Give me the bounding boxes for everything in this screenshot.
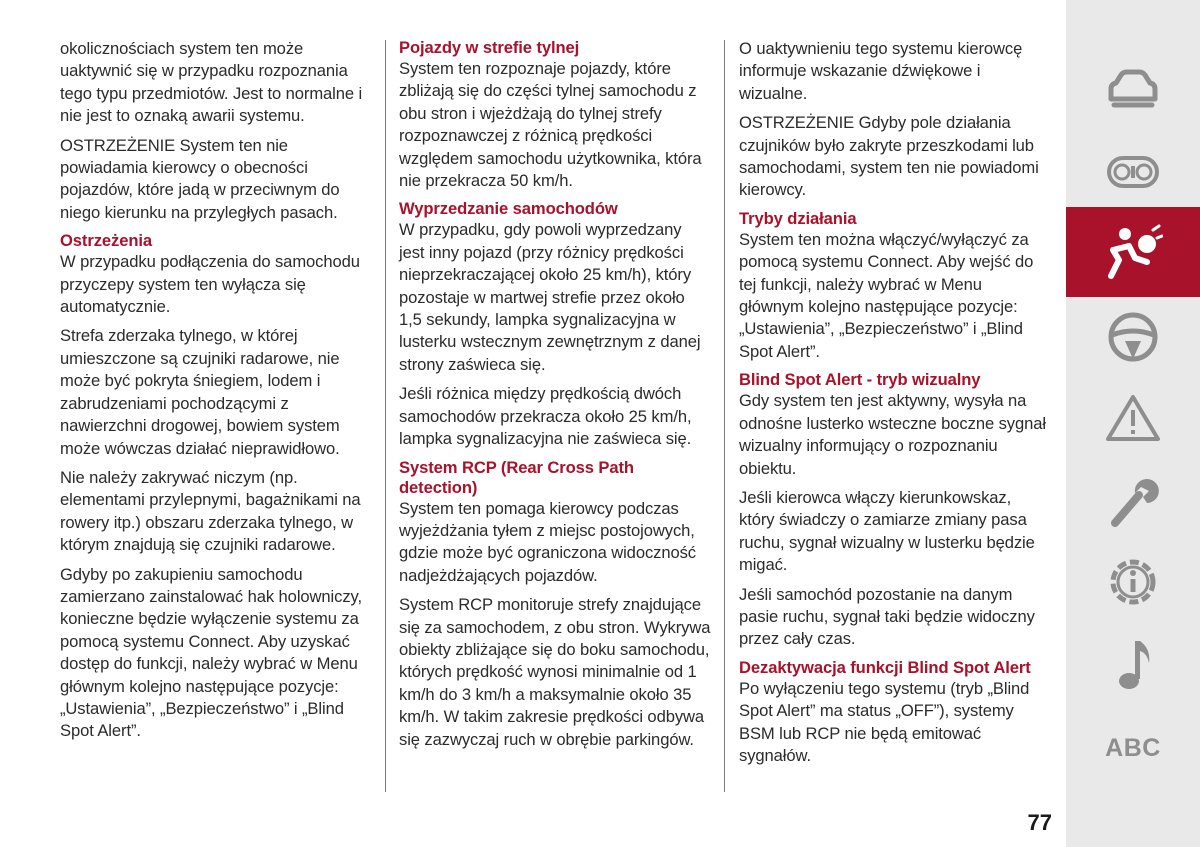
wrench-icon bbox=[1105, 473, 1161, 529]
tab-steering[interactable] bbox=[1066, 292, 1200, 382]
paragraph: OSTRZEŻENIE System ten nie powiadamia kierowcy o obecności pojazdów, które jadą w przeciwnym do niego kierunku na przyległych pasach. bbox=[60, 135, 340, 222]
paragraph: W przypadku, gdy powoli wyprzedzany jest inny pojazd (przy różnicy prędkości nieprzekraczającej około 25 km/h), który pozostaje w martwej strefie przez około 1,5 sekundy, lampka sygnalizacyjna w lusterku wstecznym zewnętrznym z danej strony zaświeca się. bbox=[399, 220, 701, 374]
column-divider bbox=[385, 40, 386, 792]
tab-car[interactable] bbox=[1066, 44, 1200, 134]
info-gear-icon bbox=[1105, 554, 1161, 610]
section-heading: Dezaktywacja funkcji Blind Spot Alert bbox=[739, 657, 1031, 677]
paragraph: Jeśli różnica między prędkością dwóch samochodów przekracza około 25 km/h, lampka sygnalizacyjna nie zaświeca się. bbox=[399, 384, 692, 449]
paragraph: Gdyby po zakupieniu samochodu zamierzano zainstalować hak holowniczy, konieczne będzie wyłączenie systemu za pomocą systemu Connect. Aby uzyskać dostęp do funkcji, należy wybrać w Menu głównym kolejno następujące pozycje: „Ustawienia”, „Bezpieczeństwo” i „Blind Spot Alert”. bbox=[60, 564, 362, 741]
paragraph: System ten pomaga kierowcy podczas wyjeżdżania tyłem z miejsc postojowych, gdzie może być ograniczona widoczność nadjeżdżających pojazdów. bbox=[399, 498, 696, 585]
section-heading: Pojazdy w strefie tylnej bbox=[399, 38, 580, 57]
abc-index-icon: ABC bbox=[1105, 733, 1161, 762]
paragraph: W przypadku podłączenia do samochodu przyczepy system ten wyłącza się automatycznie. bbox=[60, 252, 360, 317]
tab-technical-data[interactable] bbox=[1066, 537, 1200, 627]
paragraph: OSTRZEŻENIE Gdyby pole działania czujników było zakryte przeszkodami lub samochodami, system ten nie powiadomi kierowcy. bbox=[739, 113, 1039, 200]
paragraph: Jeśli samochód pozostanie na danym pasie ruchu, sygnał taki będzie widoczny przez cały czas. bbox=[739, 584, 1035, 649]
steering-wheel-icon bbox=[1107, 311, 1159, 363]
paragraph: System ten można włączyć/wyłączyć za pomocą systemu Connect. Aby wejść do tej funkcji, należy wybrać w Menu głównym kolejno następujące pozycje: „Ustawienia”, „Bezpieczeństwo” i „Blind Spot Alert”. bbox=[739, 229, 1034, 361]
paragraph: O uaktywnieniu tego systemu kierowcę informuje wskazanie dźwiękowe i wizualne. bbox=[739, 39, 1023, 103]
paragraph: System ten rozpoznaje pojazdy, które zbliżają się do części tylnej samochodu z obu stron i wjeżdżają do tylnej strefy rozpoznawczej z różnicą prędkości względem samochodu użytkownika, która nie przekracza 50 km/h. bbox=[399, 59, 702, 191]
car-icon bbox=[1105, 69, 1161, 109]
page-number: 77 bbox=[1027, 810, 1052, 835]
airbag-safety-icon bbox=[1103, 224, 1163, 280]
tab-multimedia[interactable] bbox=[1066, 620, 1200, 710]
text-column-1 bbox=[60, 38, 372, 750]
tab-instruments[interactable] bbox=[1066, 127, 1200, 217]
paragraph: System RCP monitoruje strefy znajdujące się za samochodem, z obu stron. Wykrywa obiekty zbliżające się do boku samochodu, których prędkość wynosi minimalnie od 1 km/h do 3 km/h a maksymalnie około 35 km/h. W takim zakresie prędkości odbywa się zazwyczaj ruch w obrębie parkingów. bbox=[399, 595, 711, 749]
tab-maintenance[interactable] bbox=[1066, 456, 1200, 546]
section-heading: Wyprzedzanie samochodów bbox=[399, 199, 618, 219]
paragraph: Jeśli kierowca włączy kierunkowskaz, który świadczy o zamiarze zmiany pasa ruchu, sygnał wizualny w lusterku będzie migać. bbox=[739, 487, 1035, 575]
paragraph: okolicznościach system ten może uaktywnić się w przypadku rozpoznania tego typu przedmiotów. Jest to normalne i nie jest to oznaką awarii systemu. bbox=[60, 39, 363, 126]
paragraph: Nie należy zakrywać niczym (np. elementami przylepnymi, bagażnikami na rowery itp.) obszaru zderzaka tylnego, w którym znajdują się czujniki radarowe. bbox=[60, 467, 361, 555]
column-divider bbox=[724, 40, 725, 792]
music-note-icon bbox=[1111, 637, 1155, 693]
section-heading: System RCP (Rear Cross Path detection) bbox=[399, 457, 634, 497]
text-column-2 bbox=[399, 38, 711, 758]
chapter-sidebar bbox=[1066, 0, 1200, 847]
section-heading: Ostrzeżenia bbox=[60, 231, 153, 251]
text-column-3 bbox=[739, 38, 1051, 774]
tab-safety[interactable] bbox=[1066, 207, 1200, 297]
paragraph: Gdy system ten jest aktywny, wysyła na odnośne lusterko wsteczne boczne sygnał wizualny informujący o rozpoznaniu obiektu. bbox=[739, 391, 1046, 478]
paragraph: Strefa zderzaka tylnego, w której umieszczone są czujniki radarowe, nie może być pokryta śniegiem, lodem i zabrudzeniami pochodzącymi z nawierzchni drogowej, bowiem system może wówczas działać nieprawidłowo. bbox=[60, 326, 340, 458]
instrument-panel-icon bbox=[1105, 152, 1161, 192]
tab-index[interactable] bbox=[1066, 703, 1200, 793]
section-heading: Blind Spot Alert - tryb wizualny bbox=[739, 370, 981, 390]
paragraph: Po wyłączeniu tego systemu (tryb „Blind Spot Alert” ma status „OFF”), systemy BSM lub RCP nie będą emitować sygnałów. bbox=[739, 678, 1030, 765]
section-heading: Tryby działania bbox=[739, 208, 857, 228]
tab-warnings[interactable] bbox=[1066, 373, 1200, 463]
warning-triangle-icon bbox=[1105, 393, 1161, 443]
